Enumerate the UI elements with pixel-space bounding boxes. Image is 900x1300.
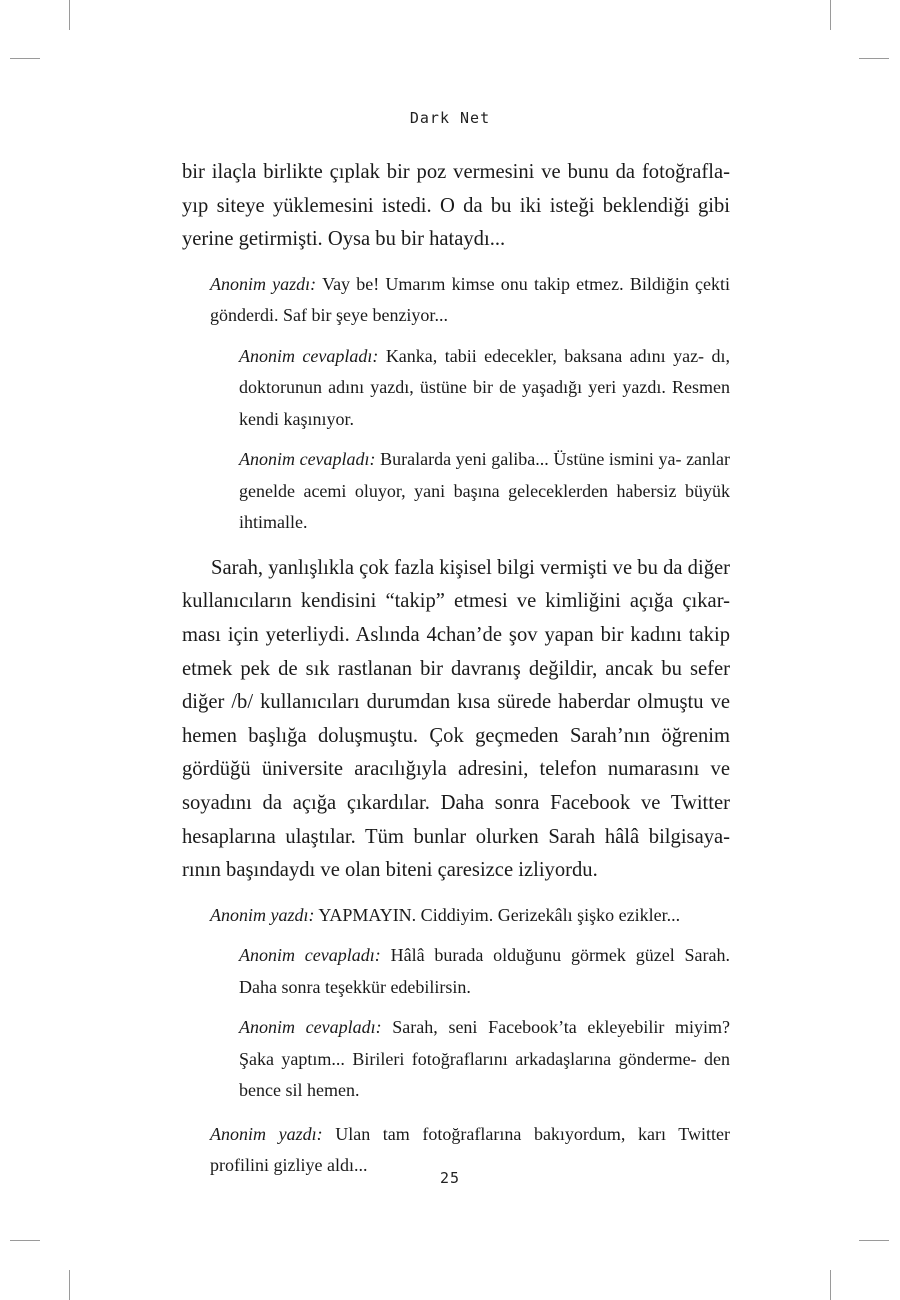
text-line: ması için yeterliydi. Aslında 4chan’de şov yapan bir kadını takip bbox=[182, 623, 730, 646]
text-line: hesaplarına ulaştılar. Tüm bunlar olurken Sarah hâlâ bilgisaya- bbox=[182, 825, 730, 848]
reply-line: Resmen kendi kaşınıyor. bbox=[239, 377, 730, 429]
forum-reply bbox=[239, 1012, 730, 1107]
page-number: 25 bbox=[439, 1169, 461, 1187]
post-line: çekti gönderdi. Saf bir şeye benziyor... bbox=[210, 273, 731, 326]
reply-line: Hâlâ burada olduğunu görmek güzel Sarah. bbox=[390, 945, 730, 966]
running-head: Dark Net bbox=[409, 109, 491, 127]
crop-mark-top-right-vertical bbox=[830, 0, 831, 30]
reply-line: Şaka yaptım... Birileri fotoğraflarını arkadaşlarına gönderme- bbox=[239, 1048, 697, 1069]
reply-author: Anonim cevapladı: bbox=[239, 345, 379, 366]
crop-mark-top-left-vertical bbox=[69, 0, 70, 30]
reply-line: zanlar genelde acemi oluyor, yani başına geleceklerden habersiz bbox=[239, 449, 731, 501]
reply-line: büyük ihtimalle. bbox=[239, 480, 731, 533]
text-line: yerine getirmişti. Oysa bu bir hataydı... bbox=[182, 228, 506, 251]
reply-line: Daha sonra teşekkür edebilirsin. bbox=[239, 976, 471, 997]
post-author: Anonim yazdı: bbox=[210, 273, 317, 294]
reply-author: Anonim cevapladı: bbox=[239, 1017, 382, 1038]
forum-reply bbox=[239, 341, 730, 436]
text-line: gördüğü üniversite aracılığıyla adresini, telefon numarasını ve bbox=[182, 758, 730, 781]
text-line: ve hemen başlığa doluşmuştu. Çok geçmeden Sarah’nın öğrenim bbox=[182, 691, 730, 747]
text-line: diğer /b/ kullanıcıları durumdan kısa sürede haberdar olmuştu bbox=[182, 691, 704, 714]
reply-author: Anonim cevapladı: bbox=[239, 449, 376, 470]
text-line: Sarah, yanlışlıkla çok fazla kişisel bilgi vermişti ve bu da diğer bbox=[211, 556, 730, 579]
reply-line: Sarah, seni Facebook’ta ekleyebilir miyim? bbox=[392, 1017, 731, 1038]
text-line: rının başındaydı ve olan biteni çaresizce izliyordu. bbox=[182, 859, 598, 882]
post-line: Ulan tam fotoğraflarına bakıyordum, karı Twitter bbox=[335, 1123, 731, 1144]
text-line: kullanıcıların kendisini “takip” etmesi ve kimliğini açığa çıkar- bbox=[182, 590, 730, 613]
reply-author: Anonim cevapladı: bbox=[239, 945, 381, 966]
post-line: YAPMAYIN. Ciddiyim. Gerizekâlı şişko ezikler... bbox=[318, 904, 681, 925]
reply-line: den bence sil hemen. bbox=[239, 1048, 731, 1101]
crop-mark-bottom-left-vertical bbox=[69, 1270, 70, 1300]
post-line: profilini gizliye aldı... bbox=[210, 1155, 368, 1176]
forum-reply bbox=[239, 940, 730, 1003]
crop-mark-bottom-right-vertical bbox=[830, 1270, 831, 1300]
post-line: Vay be! Umarım kimse onu takip etmez. Bildiğin bbox=[322, 273, 689, 294]
crop-mark-bottom-left-horizontal bbox=[10, 1240, 40, 1241]
reply-line: Kanka, tabii edecekler, baksana adını yaz- bbox=[385, 345, 705, 366]
crop-mark-top-right-horizontal bbox=[859, 58, 889, 59]
forum-reply bbox=[239, 444, 730, 539]
crop-mark-bottom-right-horizontal bbox=[859, 1240, 889, 1241]
paragraph-1 bbox=[182, 156, 730, 257]
paragraph-2 bbox=[182, 552, 730, 888]
crop-mark-top-left-horizontal bbox=[10, 58, 40, 59]
text-line: bir ilaçla birlikte çıplak bir poz vermesini ve bunu da fotoğrafla- bbox=[182, 161, 730, 183]
forum-post bbox=[210, 900, 730, 932]
reply-line: Buralarda yeni galiba... Üstüne ismini ya- bbox=[380, 449, 682, 470]
text-line: etmek pek de sık rastlanan bir davranış değildir, ancak bu sefer bbox=[182, 657, 730, 680]
text-line: yıp siteye yüklemesini istedi. O da bu iki isteği beklendiği gibi bbox=[182, 194, 730, 217]
page-body bbox=[182, 156, 730, 1182]
forum-post bbox=[210, 269, 730, 332]
post-author: Anonim yazdı: bbox=[210, 1123, 323, 1144]
reply-line: dı, doktorunun adını yazdı, üstüne bir de yaşadığı yeri yazdı. bbox=[239, 345, 730, 398]
post-author: Anonim yazdı: bbox=[210, 904, 315, 925]
text-line: soyadını da açığa çıkardılar. Daha sonra Facebook ve Twitter bbox=[182, 791, 730, 814]
